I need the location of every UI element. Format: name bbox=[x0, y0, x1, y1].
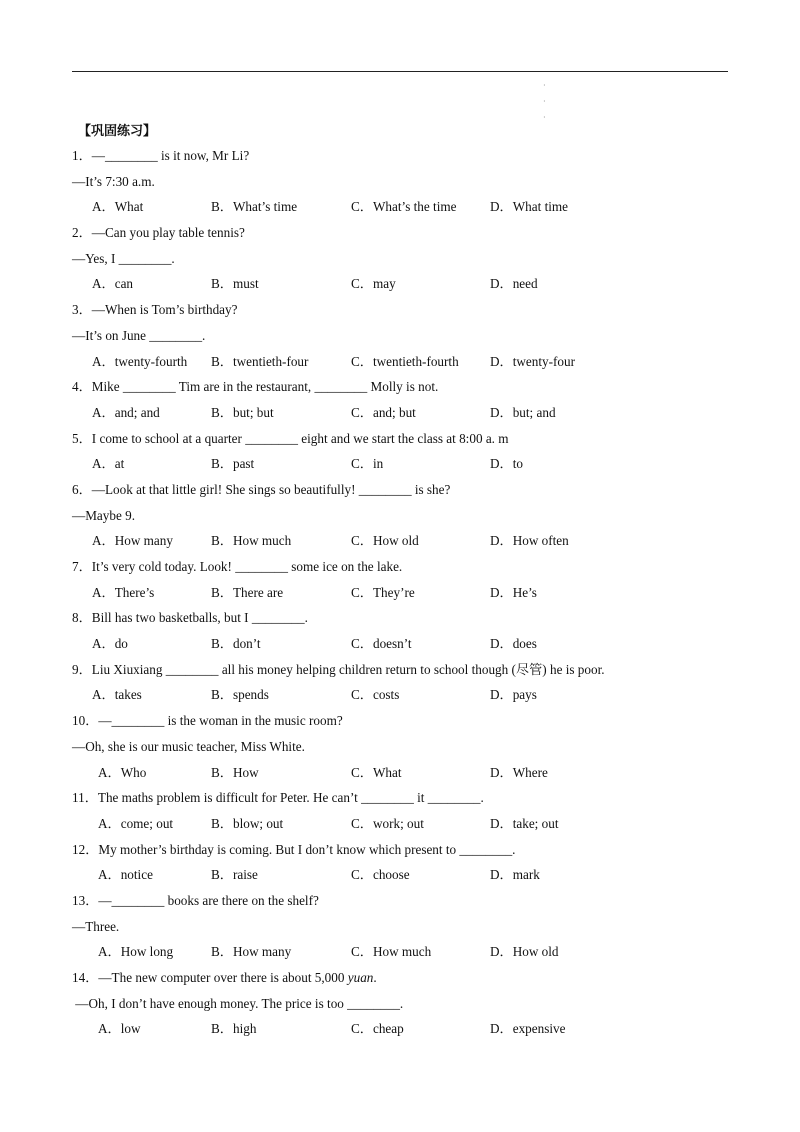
question-prompt: 2．—Can you play table tennis? bbox=[72, 225, 245, 241]
option-a[interactable]: A．Who bbox=[98, 764, 147, 780]
question-prompt: 8．Bill has two basketballs, but I ________. bbox=[72, 610, 308, 626]
option-a[interactable]: A．How long bbox=[98, 944, 174, 960]
option-d[interactable]: D．does bbox=[490, 636, 537, 652]
option-a[interactable]: A．How many bbox=[92, 533, 173, 549]
option-d[interactable]: D．Where bbox=[490, 764, 548, 780]
option-b[interactable]: B．How many bbox=[211, 944, 292, 960]
option-a[interactable]: A．notice bbox=[98, 867, 153, 883]
answer-options bbox=[72, 451, 732, 477]
answer-options bbox=[72, 631, 732, 657]
option-b[interactable]: B．How bbox=[211, 764, 259, 780]
option-a[interactable]: A．and; and bbox=[92, 404, 160, 420]
option-d[interactable]: D．take; out bbox=[490, 815, 559, 831]
option-b[interactable]: B．don’t bbox=[211, 636, 261, 652]
dialogue-reply: —It’s on June ________. bbox=[72, 327, 206, 343]
question-prompt: 13．—________ books are there on the shelf? bbox=[72, 892, 319, 908]
answer-options bbox=[72, 760, 732, 786]
option-c[interactable]: C．choose bbox=[351, 867, 410, 883]
prompt-italic-word: yuan bbox=[347, 970, 374, 985]
answer-options bbox=[72, 682, 732, 708]
question-8 bbox=[72, 605, 732, 656]
dialogue-reply: —Oh, I don’t have enough money. The price is too ________. bbox=[72, 995, 404, 1011]
option-b[interactable]: B．There are bbox=[211, 584, 284, 600]
option-c[interactable]: C．What bbox=[351, 764, 402, 780]
option-d[interactable]: D．How old bbox=[490, 944, 559, 960]
option-c[interactable]: C．and; but bbox=[351, 404, 416, 420]
option-a[interactable]: A．come; out bbox=[98, 815, 174, 831]
option-a[interactable]: A．twenty-fourth bbox=[92, 353, 188, 369]
dialogue-reply: —Maybe 9. bbox=[72, 507, 135, 523]
option-c[interactable]: C．twentieth-fourth bbox=[351, 353, 459, 369]
question-10 bbox=[72, 708, 732, 785]
option-b[interactable]: B．blow; out bbox=[211, 815, 284, 831]
question-prompt: 10．—________ is the woman in the music room? bbox=[72, 713, 343, 729]
answer-options bbox=[72, 528, 732, 554]
option-a[interactable]: A．at bbox=[92, 456, 125, 472]
question-prompt: 12．My mother’s birthday is coming. But I don’t know which present to ________. bbox=[72, 841, 516, 857]
dialogue-reply: —Three. bbox=[72, 918, 120, 934]
question-9 bbox=[72, 657, 732, 708]
option-a[interactable]: A．low bbox=[98, 1021, 141, 1037]
option-a[interactable]: A．There’s bbox=[92, 584, 155, 600]
answer-options bbox=[72, 580, 732, 606]
option-b[interactable]: B．high bbox=[211, 1021, 257, 1037]
answer-options bbox=[72, 194, 732, 220]
option-b[interactable]: B．raise bbox=[211, 867, 258, 883]
exercise-sheet bbox=[72, 121, 732, 1042]
option-d[interactable]: D．How often bbox=[490, 533, 569, 549]
question-14 bbox=[72, 965, 732, 1042]
question-prompt: 7．It’s very cold today. Look! ________ some ice on the lake. bbox=[72, 559, 403, 574]
question-11 bbox=[72, 785, 732, 836]
option-c[interactable]: C．How much bbox=[351, 944, 432, 960]
dialogue-reply: —It’s 7:30 a.m. bbox=[72, 173, 155, 189]
question-7 bbox=[72, 554, 732, 605]
prompt-text: 14．—The new computer over there is about 5,000 bbox=[72, 970, 348, 985]
dialogue-reply: —Yes, I ________. bbox=[72, 250, 175, 266]
answer-options bbox=[72, 400, 732, 426]
option-b[interactable]: B．What’s time bbox=[211, 199, 298, 215]
option-a[interactable]: A．takes bbox=[92, 687, 142, 703]
margin-dot: · bbox=[543, 97, 546, 106]
option-c[interactable]: C．costs bbox=[351, 687, 400, 703]
answer-options bbox=[72, 939, 732, 965]
question-prompt: 9．Liu Xiuxiang ________ all his money helping children return to school though (尽管) he is poor. bbox=[72, 661, 605, 677]
option-c[interactable]: C．They’re bbox=[351, 584, 415, 600]
prompt-text-end: . bbox=[373, 970, 377, 985]
question-6 bbox=[72, 477, 732, 554]
question-prompt bbox=[72, 965, 732, 991]
question-12 bbox=[72, 837, 732, 888]
margin-dot: · bbox=[543, 81, 546, 90]
question-5 bbox=[72, 426, 732, 477]
option-d[interactable]: D．He’s bbox=[490, 584, 537, 600]
dialogue-reply: —Oh, she is our music teacher, Miss White. bbox=[72, 738, 305, 754]
answer-options bbox=[72, 349, 732, 375]
option-c[interactable]: C．What’s the time bbox=[351, 199, 457, 215]
option-c[interactable]: C．may bbox=[351, 276, 396, 292]
option-b[interactable]: B．must bbox=[211, 276, 259, 292]
option-d[interactable]: D．What time bbox=[490, 199, 569, 215]
option-b[interactable]: B．twentieth-four bbox=[211, 353, 309, 369]
option-b[interactable]: B．How much bbox=[211, 533, 292, 549]
question-2 bbox=[72, 220, 732, 297]
margin-dot: · bbox=[543, 113, 546, 122]
question-4 bbox=[72, 374, 732, 425]
question-prompt: 3．—When is Tom’s birthday? bbox=[72, 302, 238, 318]
question-1 bbox=[72, 143, 732, 220]
question-prompt: 5．I come to school at a quarter ________ eight and we start the class at 8:00 a. m bbox=[72, 430, 509, 446]
option-c[interactable]: C．doesn’t bbox=[351, 636, 412, 652]
question-prompt: 11．The maths problem is difficult for Peter. He can’t ________ it ________. bbox=[72, 790, 484, 806]
option-d[interactable]: D．to bbox=[490, 456, 523, 472]
option-d[interactable]: D．but; and bbox=[490, 404, 556, 420]
header-rule bbox=[72, 71, 728, 72]
option-d[interactable]: D．pays bbox=[490, 687, 537, 703]
option-c[interactable]: C．cheap bbox=[351, 1021, 404, 1037]
option-c[interactable]: C．How old bbox=[351, 533, 419, 549]
question-3 bbox=[72, 297, 732, 374]
option-b[interactable]: B．spends bbox=[211, 687, 269, 703]
question-prompt: 4．Mike ________ Tim are in the restaurant, ________ Molly is not. bbox=[72, 379, 439, 395]
answer-options bbox=[72, 1016, 732, 1042]
question-prompt: 6．—Look at that little girl! She sings so beautifully! ________ is she? bbox=[72, 481, 451, 497]
question-13 bbox=[72, 888, 732, 965]
answer-options bbox=[72, 271, 732, 297]
option-d[interactable]: D．expensive bbox=[490, 1021, 566, 1037]
option-b[interactable]: B．past bbox=[211, 456, 255, 472]
answer-options bbox=[72, 811, 732, 837]
section-heading: 【巩固练习】 bbox=[78, 124, 157, 139]
option-d[interactable]: D．twenty-four bbox=[490, 353, 575, 369]
option-b[interactable]: B．but; but bbox=[211, 404, 274, 420]
option-a[interactable]: A．can bbox=[92, 276, 134, 292]
option-d[interactable]: D．need bbox=[490, 276, 538, 292]
option-a[interactable]: A．What bbox=[92, 199, 144, 215]
option-a[interactable]: A．do bbox=[92, 636, 128, 652]
option-c[interactable]: C．work; out bbox=[351, 815, 424, 831]
question-prompt: 1．—________ is it now, Mr Li? bbox=[72, 148, 250, 163]
answer-options bbox=[72, 862, 732, 888]
option-d[interactable]: D．mark bbox=[490, 867, 540, 883]
option-c[interactable]: C．in bbox=[351, 456, 384, 472]
